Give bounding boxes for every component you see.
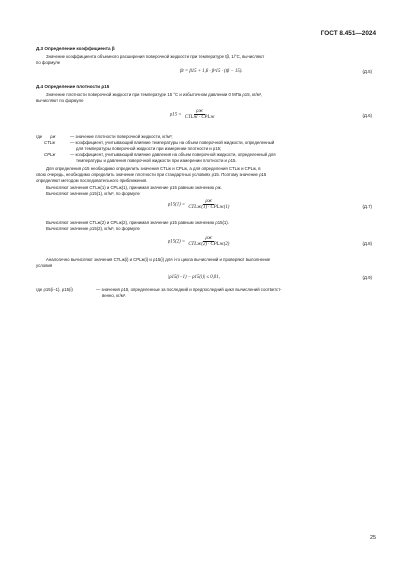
formula-d7-left: ρ15(1) =: [168, 202, 186, 208]
formula-d5: βt = β15 + 1,6 · β²15 · (tβ − 15).: [180, 69, 243, 74]
eq-number-d6: (Д.6): [362, 113, 372, 118]
formula-d8-denominator: CTLж(2) · CPLж(2): [188, 242, 230, 247]
para2: свою очередь, необходимо определить значение плотности при стандартных условиях ρ15. Поэтому значение ρ15: [36, 172, 267, 177]
para1: Для определения ρ15 необходимо определить значения CTLж и CPLж, а для определения CTLж и CPLж, в: [46, 166, 261, 171]
def2-text2: для температуры поверочной жидкости при измерении плотности и ρ15;: [76, 146, 222, 151]
para4-line1: Аналогично вычисляют значения CTLж(i) и CPLж(i) и ρ15(i) для i-го цикла вычислений и проверяют выполнение: [46, 257, 271, 262]
def3-text1: — коэффициент, учитывающий влияние давления на объем поверочной жидкости, определенный для: [70, 152, 276, 157]
formula-d9: |ρ15(i−1) − ρ15(i)| ≤ 0,01,: [168, 275, 220, 280]
para3: определяют методом последовательного приближения.: [36, 178, 148, 183]
eq-number-d9: (Д.9): [362, 275, 372, 280]
def4-text2: венно, кг/м³.: [102, 293, 127, 298]
d3-text-line2: по формуле: [36, 60, 61, 65]
def1-symbol: ρж: [50, 134, 56, 139]
formula-d6: [170, 109, 217, 120]
d4-text-line1: Значение плотности поверочной жидкости при температуре 15 °С и избыточном давлении 0 МПа ρ15, кг/м³,: [46, 92, 263, 97]
step3: Вычисляют значения CTLж(2) и CPLж(2), принимая значение ρ15 равным значению ρ15(1).: [46, 220, 229, 225]
formula-d7-numerator: ρж: [205, 199, 213, 204]
page-number: 25: [370, 535, 376, 541]
d4-text-line2: вычисляют по формуле: [36, 98, 84, 103]
formula-d6-numerator: ρж: [196, 109, 204, 114]
eq-number-d7: (Д.7): [362, 204, 372, 209]
d3-text-line1: Значение коэффициента объемного расширения поверочной жидкости при температуре tβ, 1/°С, вычисляют: [46, 54, 265, 59]
formula-d7: [168, 199, 231, 210]
def3-text2: температуры и давления поверочной жидкости при измерении плотности и ρ15.: [76, 158, 237, 163]
document-header: ГОСТ 8.451—2024: [320, 30, 376, 37]
formula-d8: [168, 236, 231, 247]
step4: Вычисляют значение ρ15(2), кг/м³, по формуле: [46, 226, 140, 231]
formula-d6-fraction: [183, 109, 217, 120]
def4-text1: — значения ρ15, определенные за последний и предпоследний цикл вычислений соответст-: [96, 287, 282, 292]
formula-d6-left: ρ15 =: [170, 112, 182, 118]
def4-symbol: где ρ15(i−1), ρ15(i): [36, 287, 73, 292]
para4-line2: условия: [36, 263, 53, 268]
formula-d8-numerator: ρж: [205, 236, 213, 241]
def1-text: — значение плотности поверочной жидкости, кг/м³;: [70, 134, 173, 139]
formula-d7-denominator: CTLж(1) · CPLж(1): [188, 205, 230, 210]
formula-d8-left: ρ15(2) =: [168, 239, 186, 245]
def2-text1: — коэффициент, учитывающий влияние температуры на объем поверочной жидкости, определенный: [70, 140, 275, 145]
eq-number-d5: (Д.5): [362, 69, 372, 74]
where-label: где: [36, 134, 43, 139]
step1: Вычисляют значения CTLж(1) и CPLж(1), принимая значение ρ15 равным значению ρж.: [46, 185, 222, 190]
section-d4-heading: Д.4 Определение плотности ρ15: [36, 84, 110, 89]
step2: Вычисляют значение ρ15(1), кг/м³, по формуле: [46, 191, 140, 196]
section-d3-heading: Д.3 Определение коэффициента β: [36, 46, 115, 51]
def3-symbol: CPLж: [44, 152, 56, 157]
formula-d8-fraction: [186, 236, 231, 247]
formula-d7-fraction: [186, 199, 231, 210]
eq-number-d8: (Д.8): [362, 241, 372, 246]
formula-d6-denominator: CTLж · CPLж: [184, 115, 215, 120]
def2-symbol: CTLж: [44, 140, 56, 145]
